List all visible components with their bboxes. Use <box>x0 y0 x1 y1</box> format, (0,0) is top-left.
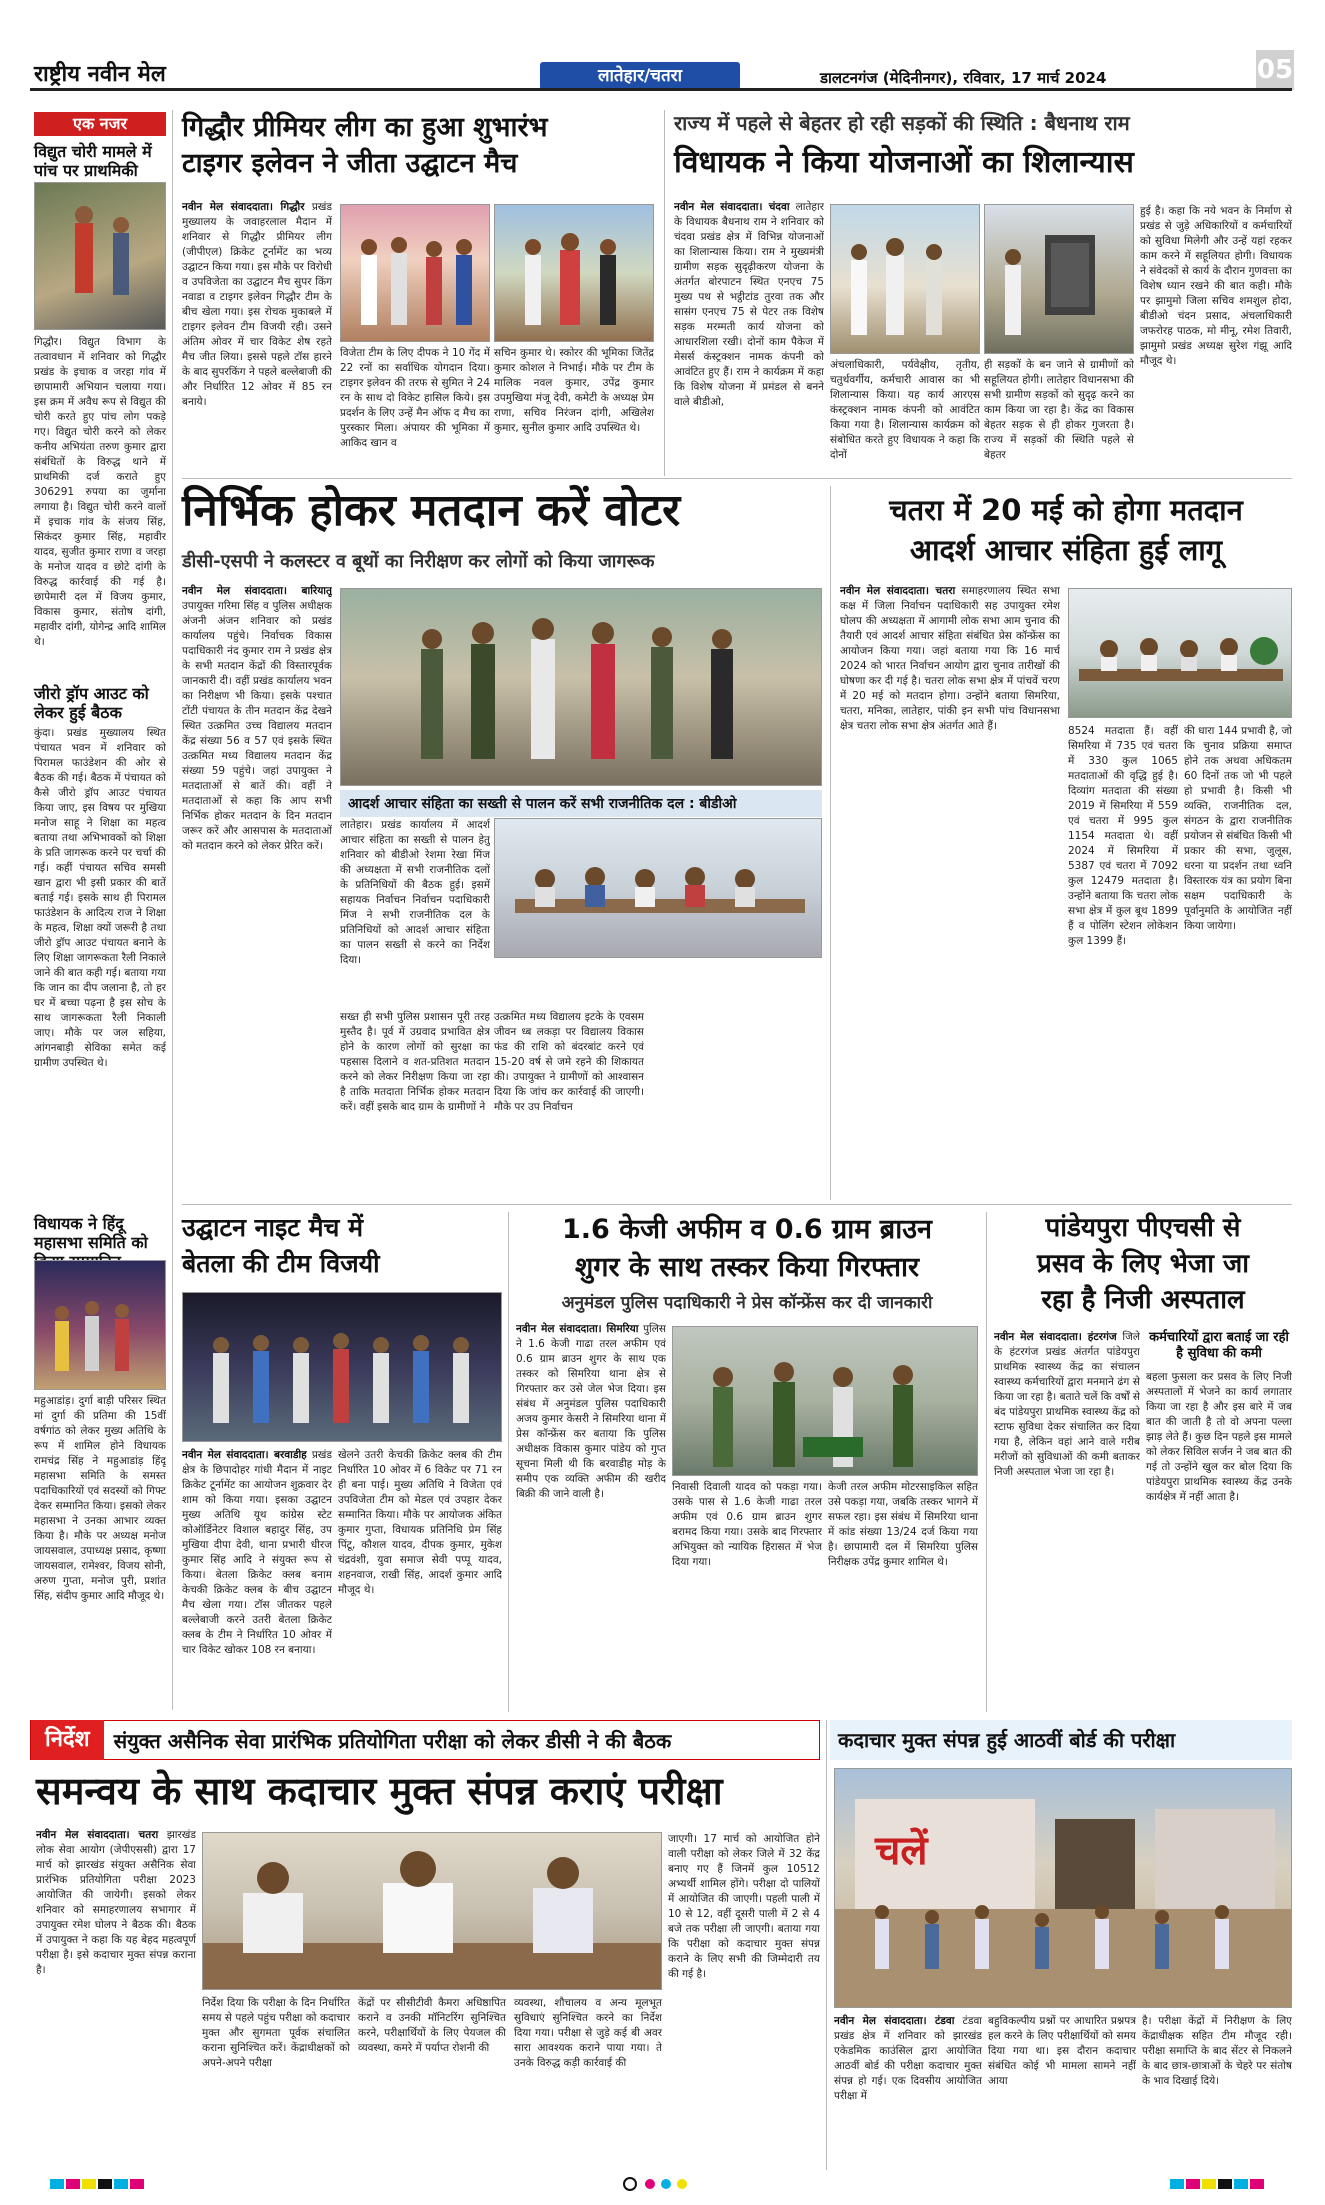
cricket-byline: नवीन मेल संवाददाता। गिद्धौर <box>182 201 305 213</box>
exam-text-1 <box>36 1828 196 2168</box>
directive-banner <box>30 1720 820 1760</box>
board-exam-board-text: चलें <box>875 1828 928 1874</box>
opium-text-1 <box>516 1322 666 1710</box>
section-label: लातेहार/चतरा <box>540 62 740 90</box>
roads-photo-1 <box>830 204 980 354</box>
chatra-body-1: समाहरणालय स्थित सभा कक्ष में जिला निर्वाचन पदाधिकारी सह उपायुक्त रमेश घोलप की अध्यक्षता में आगामी लोक सभा आम चुनाव की तैयारी एवं आदर्श आचार संहिता संबंधित प्रेस कॉन्फ्रेंस का आयोजन किया गया। जहां बताया गया कि 16 मार्च 2024 को भारत निर्वाचन आयोग द्वारा चुनाव तारीखों की घोषणा कर दी गई है। चतरा लोक सभा क्षेत्र में पांचवें चरण में 20 मई को मतदान होगा। उन्होंने बताया सिमरिया, चतरा, मनिका, लातेहार, पांकी इन सभी पांच विधानसभा क्षेत्र चतरा लोक सभा क्षेत्र अंतर्गत आते हैं। <box>840 585 1060 732</box>
voter-photo-caption: आदर्श आचार संहिता का सख्ती से पालन करें सभी राजनीतिक दल : बीडीओ <box>340 790 822 817</box>
exam-text-3: केंद्रों पर सीसीटीवी कैमरा अधिष्ठापित कराने व उनकी मॉनिटरिंग सुनिश्चित करने, परीक्षार्थियों के लिए पेयजल की व्यवस्था, कमरे में पर्याप्त रोशनी की <box>358 1997 506 2054</box>
voter-subhead: डीसी-एसपी ने कलस्टर व बूथों का निरीक्षण कर लोगों को किया जागरूक <box>182 551 655 572</box>
sidebar-headline-1: विद्युत चोरी मामले में पांच पर प्राथमिकी <box>34 142 152 180</box>
voter-text-2: लातेहार। प्रखंड कार्यालय में आदर्श आचार संहिता का सख्ती से पालन हेतु शनिवार को बीडीओ रेशमा रेखा मिंज की अध्यक्षता में सभी राजनीतिक दलों के प्रतिनिधियों की बैठक हुई। इसमें सहायक निर्वाचन निर्वाचन पदाधिकारी मिंज ने सभी राजनीतिक दल के प्रतिनिधियों को आदर्श आचार संहिता का पालन सख्ती से करने का निर्देश दिया। <box>340 819 490 966</box>
opium-body-1: पुलिस ने 1.6 केजी गाढा तरल अफीम एवं 0.6 ग्राम ब्राउन शुगर के साथ एक तस्कर को सिमरिया थाना क्षेत्र से गिरफ्तार कर उसे जेल भेज दिया। इस संबंध में अनुमंडल पुलिस पदाधिकारी अजय कुमार केसरी ने सिमरिया थाना में प्रेस कॉन्फ्रेंस कर बताया कि पुलिस अधीक्षक विकास कुमार पांडेय को गुप्त सूचना मिली थी कि बरवाडीह मोड़ के समीप एक व्यक्ति अफीम की खरीद बिक्री की जाने वाली है। <box>516 1323 666 1500</box>
print-registration-strip <box>30 2176 1292 2192</box>
cricket-text-2: विजेता टीम के लिए दीपक ने 10 गेंद में 22 रनों का सर्वाधिक योगदान दिया। टाइगर इलेवन की तरफ से सुमित ने 24 रन के साथ दो विकेट हासिल किये। इस प्रदर्शन के लिए उन्हें मैन ऑफ द मैच का पुरस्कार मिला। अंपायर की भूमिका में आकिद खान व <box>340 347 490 449</box>
chatra-text-1 <box>840 584 1060 1194</box>
board-exam-photo <box>834 1768 1292 2008</box>
roads-photo-2 <box>984 204 1134 354</box>
cricket-photo-1 <box>340 204 490 342</box>
phc-body-1: जिले के हंटरगंज प्रखंड अंतर्गत पांडेयपुरा प्राथमिक स्वास्थ्य केंद्र का संचालन स्वास्थ्य कर्मचारियों द्वारा मनमाने ढंग से किया जा रहा है। बताते चलें कि वर्षों से बंद पांडेयपुरा प्राथमिक स्वास्थ्य केंद्र को स्टाफ सुविधा देकर संचालित कर दिया गया है, लेकिन वहां आने वाले गरीब मरीजों को सुविधाओं की कमी बताकर निजी अस्पताल भेजा जा रहा है। <box>994 1331 1140 1478</box>
board-text-3: है। परीक्षा केंद्रों में निरीक्षण के लिए केंद्राधीक्षक सहित टीम मौजूद रही। परीक्षा समाप्ति के बाद सेंटर से निकलने के बाद छात्र-छात्राओं के चेहरे पर संतोष के भाव दिखाई दिये। <box>1142 2015 1292 2087</box>
cricket2-text-1 <box>182 1448 332 1710</box>
cricket2-body-1: प्रखंड क्षेत्र के छिपादोहर गांधी मैदान में नाइट क्रिकेट टूर्नामेंट का आयोजन शुक्रवार देर शाम को किया गया। इसका उद्घाटन मुख्य अतिथि यूथ कांग्रेस स्टेट कोऑर्डिनेटर विशाल बहादुर सिंह, उप मुखिया दीपा देवी, थाना प्रभारी धीरज कुमार सिंह आदि ने संयुक्त रूप से किया। बेतला क्रिकेट क्लब बनाम केचकी क्रिकेट क्लब के बीच उद्घाटन मैच खेला गया। टॉस जीतकर पहले बल्लेबाजी करने उतरी बेतला क्रिकेट क्लब के टीम ने निर्धारित 10 ओवर में चार विकेट खोकर 108 रन बनाया। <box>182 1449 332 1656</box>
voter-text-1 <box>182 584 332 1194</box>
exam-byline: नवीन मेल संवाददाता। चतरा <box>36 1829 159 1841</box>
sidebar-photo-1 <box>34 182 166 330</box>
opium-byline: नवीन मेल संवाददाता। सिमरिया <box>516 1323 639 1335</box>
cricket2-headline-1: उद्घाटन नाइट मैच में <box>182 1213 364 1242</box>
voter-text-4: उत्क्रमित मध्य विद्यालय इटके के एवसम जीवन ध्ब लकड़ा पर विद्यालय विकास फंड की राशि को बंदरबांट करने एवं 15-20 वर्ष से जमे रहने की शिकायत की। उपायुक्त ने ग्रामीणों को आश्वासन दिया कि जांच कर कार्रवाई की जाएगी। मौके पर उप निर्वाचन <box>494 1011 644 1113</box>
masthead-rule <box>30 88 1292 91</box>
cricket-photo-2 <box>494 204 654 342</box>
cricket-headline-1: गिद्धौर प्रीमियर लीग का हुआ शुभारंभ <box>182 112 548 143</box>
voter-text-2b <box>494 962 822 1006</box>
sidebar-tag: एक नजर <box>34 112 166 136</box>
opium-text-3: निवासी दिवाली यादव को पकड़ा गया। उसके पास से 1.6 केजी गाढा तरल अफीम एवं 0.6 ग्राम ब्राउन शुगर बरामद किया गया। उसके बाद गिरफ्तार अभियुक्त को न्यायिक हिरासत में भेज दिया गया। <box>672 1481 822 1568</box>
roads-text-2: अंचलाधिकारी, पर्यवेक्षीय, तृतीय, चतुर्थवर्गीय, कर्मचारी आवास का भी शिलान्यास किया। यह कार्य आरएस कंस्ट्रक्शन नामक कंपनी को आवंटित किया गया है। शिलान्यास कार्यक्रम को संबोधित करते हुए विधायक ने कहा कि दोनों <box>830 359 980 461</box>
dateline: डालटनगंज (मेदिनीनगर), रविवार, 17 मार्च 2024 <box>820 69 1107 87</box>
page-number: 05 <box>1256 50 1294 90</box>
voter-headline: निर्भिक होकर मतदान करें वोटर <box>182 485 681 536</box>
board-text-2: बहुविकल्पीय प्रश्नों पर आधारित प्रश्नपत्र हल करने के लिए परीक्षार्थियों को समय दिया गया था। इस दौरान कदाचार संबंधित कोई भी मामला सामने नहीं आया <box>988 2015 1136 2087</box>
cricket2-divider <box>508 1212 509 1712</box>
roads-headline: विधायक ने किया योजनाओं का शिलान्यास <box>674 145 1134 180</box>
exam-text-5: जाएगी। 17 मार्च को आयोजित होने वाली परीक्षा को लेकर जिले में 32 केंद्र बनाए गए हैं जिनमें कुल 10512 अभ्यर्थी शामिल होंगे। परीक्षा दो पालियों में आयोजित की जाएगी। पहली पाली में 10 से 12, वहीं दूसरी पाली में 2 से 4 बजे तक परीक्षा ली जाएगी। बताया गया कि परीक्षा को कदाचार मुक्त संपन्न कराने के लिए सभी की जिम्मेदारी तय की गई है। <box>668 1833 820 1980</box>
exam-text-4: व्यवस्था, शौचालय व अन्य मूलभूत सुविधाएं सुनिश्चित करने का निर्देश दिया गया। परीक्षा से जुड़े कई बी अवर सारा आवश्यक कराने पाया गया। ते उनके विरुद्ध कड़ी कार्रवाई की <box>514 1997 662 2069</box>
cricket2-text-2: खेलने उतरी केचकी क्रिकेट क्लब की टीम निर्धारित 10 ओवर में 6 विकेट पर 71 रन ही बना पाई। मुख्य अतिथि ने विजेता एवं उपविजेता टीम को मेडल एवं उपहार देकर सम्मानित किया। मौके पर आयोजक अंकित कुमार गुप्ता, विधायक प्रतिनिधि प्रेम सिंह पिंटू, कौशल यादव, दीपक कुमार, मुकेश चंद्रवंशी, युवा समाज सेवी पप्पू यादव, शहनवाज, राखी सिंह, आदर्श कुमार आदि मौजूद थे। <box>338 1449 502 1596</box>
top-row-divider <box>182 478 1292 479</box>
voter-photo-main <box>340 588 822 786</box>
cricket-text-3: सचिन कुमार थे। स्कोरर की भूमिका जितेंद्र कुमार कोशल ने निभाई। मौके पर टीम के मालिक नवल कुमार, उपेंद्र कुमार उपमुखिया मंजू देवी, कमेटी के अध्यक्ष प्रेम राणा, सचिव निरंजन दांगी, अखिलेश कुमार, सुनील कुमार आदि उपस्थित थे। <box>494 347 654 434</box>
chatra-byline: नवीन मेल संवाददाता। चतरा <box>840 585 956 597</box>
board-exam-banner: कदाचार मुक्त संपन्न हुई आठवीं बोर्ड की परीक्षा <box>830 1720 1292 1760</box>
phc-text-2: बहला फुसला कर प्रसव के लिए निजी अस्पतालों में भेजने का कार्य लगातार किया जा रहा है और इस बारे में जब बात की जाती है तो वो अपना पल्ला झाड़ लेते हैं। कुछ दिन पहले इस मामले को लेकर सिविल सर्जन ने जब बात की गई तो उन्होंने खुल कर बोल दिया कि पांडेयपुरा प्राथमिक स्वास्थ्य केंद्र उनके कार्यक्षेत्र में नहीं आता है। <box>1146 1371 1292 1503</box>
phc-headline-3: रहा है निजी अस्पताल <box>1041 1285 1245 1315</box>
sidebar-headline-3: विधायक ने हिंदू महासभा समिति को <box>34 1214 148 1252</box>
cricket2-byline: नवीन मेल संवाददाता। बरवाडीह <box>182 1449 307 1461</box>
opium-subhead: अनुमंडल पुलिस पदाधिकारी ने प्रेस कॉन्फ्रेंस कर दी जानकारी <box>561 1293 933 1313</box>
voter-divider <box>830 486 831 1200</box>
exam-headline: समन्वय के साथ कदाचार मुक्त संपन्न कराएं परीक्षा <box>36 1769 723 1813</box>
voter-text-3: सख्त ही सभी पुलिस प्रशासन पूरी तरह मुस्तैद है। पूर्व में उग्रवाद प्रभावित क्षेत्र होने के कारण लोगों को सुरक्षा का पहसास दिलाने व शत-प्रतिशत मतदान करने को लेकर निरीक्षण किया जा रहा है ताकि मतदाता निर्भिक होकर मतदान करें। वहीं इसके बाद ग्राम के ग्रामीणों ने <box>340 1011 490 1113</box>
chatra-headline-1: चतरा में 20 मई को होगा मतदान <box>889 493 1243 527</box>
cricket-divider <box>664 110 665 476</box>
sidebar-headline-2: जीरो ड्रॉप आउट को लेकर हुई बैठक <box>34 684 149 722</box>
roads-text-3: ही सड़कों के बन जाने से ग्रामीणों को सहूलियत होगी। लातेहार विधानसभा की सभी ग्रामीण सड़कों को सुदृढ़ करने का काम किया जा रहा है। केंद्र का विकास बेहतर सड़क से ही होकर गुजरता है। राज्य में सड़कों की स्थिति पहले से बेहतर <box>984 359 1134 461</box>
sidebar-text-3: महुआडांड़। दुर्गा बाड़ी परिसर स्थित मां दुर्गा की प्रतिमा की 15वीं वर्षगांठ को लेकर मुख्य अतिथि के रूप में शामिल होने विधायक रामचंद्र सिंह ने महुआडांड़ हिंदू महासभा समिति के समस्त पदाधिकारियों एवं सदस्यों को गिफ्ट देकर सम्मानित किया। इसको लेकर महासभा ने उनका आभार व्यक्त किया है। मौके पर अध्यक्ष मनोज जायसवाल, उपाध्यक्ष प्रसाद, कृष्णा जायसवाल, रामेश्वर, विजय सोनी, अरुण गुप्ता, मनोज पुरी, प्रशांत सिंह, संदीप कुमार आदि मौजूद थे। <box>34 1395 166 1602</box>
opium-headline-1: 1.6 केजी अफीम व 0.6 ग्राम ब्राउन <box>562 1214 932 1245</box>
sidebar-text-1: गिद्धौर। विद्युत विभाग के तत्वावधान में शनिवार को गिद्धौर प्रखंड के इचाक व जरहा गांव में छापामारी अभियान चलाया गया। इस क्रम में अवैध रूप से विद्युत की चोरी करते हुए पांच लोग पकड़े गए। विद्युत चोरी करने को लेकर कनीय अभियंता तरुण कुमार द्वारा संबंधितों के विरुद्ध थाने में प्राथमिकी दर्ज कराते हुए 306291 रुपया का जुर्माना लगाया है। विद्युत चोरी करने वालों में इचाक गांव के संजय सिंह, सिकंदर कुमार सिंह, महावीर यादव, सुजीत कुमार राणा व जरहा के मनोज यादव व छोटे दांगी के विरुद्ध कार्रवाई की गई है। छापेमारी दल में विजय कुमार, विकास कुमार, संतोष दांगी, महावीर दांगी, योगेन्द्र आदि शामिल थे। <box>34 336 166 648</box>
cricket2-headline-2: बेतला की टीम विजयी <box>182 1249 380 1278</box>
cricket-headline-2: टाइगर इलेवन ने जीता उद्घाटन मैच <box>182 148 518 179</box>
directive-banner-text: संयुक्त असैनिक सेवा प्रारंभिक प्रतियोगिता परीक्षा को लेकर डीसी ने की बैठक <box>113 1728 672 1753</box>
roads-kicker: राज्य में पहले से बेहतर हो रही सड़कों की स्थिति : बैधनाथ राम <box>674 111 1130 135</box>
opium-text-4: केजी तरल अफीम मोटरसाइकिल सहित उसे पकड़ा गया, जबकि तस्कर भागने में सफल रहा। इस संबंध में सिमरिया थाना में कांड संख्या 13/24 दर्ज किया गया है। छापामारी दल में सिमरिया पुलिस निरीक्षक उपेंद्र कुमार शामिल थे। <box>828 1481 978 1568</box>
masthead-logo: राष्ट्रीय नवीन मेल <box>34 61 166 87</box>
cricket-text-1 <box>182 200 332 470</box>
voter-byline: नवीन मेल संवाददाता। बारियातू <box>182 585 332 597</box>
phc-text-1 <box>994 1330 1140 1710</box>
phc-inset-head: कर्मचारियों द्वारा बताई जा रही है सुविधा की कमी <box>1149 1330 1289 1361</box>
exam-text-2: निर्देश दिया कि परीक्षा के दिन निर्धारित समय से पहले पहुंच परीक्षा को कदाचार मुक्त और सुगमता पूर्वक संचालित कराना सुनिश्चित करें। केंद्राधीक्षकों को अपने-अपने परीक्षा <box>202 1997 350 2069</box>
exam-divider <box>826 1720 827 2170</box>
voter-photo-meeting <box>494 818 822 958</box>
exam-photo <box>202 1832 662 1990</box>
roads-text-4: हुई है। कहा कि नये भवन के निर्माण से प्रखंड से जुड़े अधिकारियों व कर्मचारियों को सुविधा मिलेगी और उन्हें यहां रहकर काम करने में सहूलियत होगी। विधायक ने संवेदकों से कार्य के दौरान गुणवत्ता का विशेष ध्यान रखने की बात कही। मौके पर झामुमो जिला सचिव शमशुल होदा, बीडीओ चंदन प्रसाद, अंचलाधिकारी जफरोरह पाठक, मो मीनू, रमेश तिवारी, झामुमो प्रखंड अध्यक्ष सुरेश गंझू आदि मौजूद थे। <box>1140 205 1292 367</box>
sidebar-divider <box>172 110 173 1710</box>
cricket-body-1: प्रखंड मुख्यालय के जवाहरलाल मैदान में शनिवार से गिद्धौर प्रीमियर लीग (जीपीएल) क्रिकेट टूर्नामेंट का भव्य उद्घाटन किया गया। इस मौके पर विरोधी व उपविजेता का उद्घाटन मैच सुपर किंग नवाडा व टाइगर इलेवन गिद्धौर टीम के बीच खेला गया। इस रोचक मुकाबले में टाइगर इलेवन टीम विजयी रही। उसने अंतिम ओवर में चार विकेट शेष रहते मैच जीत लिया। इससे पहले टॉस हारने के बाद सुपरकिंग ने पहले बल्लेबाजी की और निर्धारित 12 ओवर में 85 रन बनाये। <box>182 201 332 408</box>
mid-row-divider <box>182 1204 1292 1205</box>
board-body-1: टंडवा प्रखंड क्षेत्र में शनिवार को झारखंड एकेडमिक काउंसिल द्वारा आयोजित आठवीं बोर्ड की परीक्षा कदाचार मुक्त संपन्न हो गई। एक दिवसीय आयोजित परीक्षा में <box>834 2015 982 2102</box>
chatra-headline-2: आदर्श आचार संहिता हुई लागू <box>909 533 1223 567</box>
chatra-text-3: की धारा 144 प्रभावी है, जो कि चुनाव प्रक्रिया समाप्त होने तक अथवा अधिकतम 60 दिनों तक जो भी पहले हो प्रभावी है। किसी भी व्यक्ति, राजनीतिक दल, संगठन के द्वारा राजनीतिक प्रयोजन से संबंधित किसी भी प्रकार की सभा, जुलूस, धरना या प्रदर्शन तथा ध्वनि विस्तारक यंत्र का प्रयोग बिना सक्षम पदाधिकारी के पूर्वानुमति के आयोजित नहीं किया जायेगा। <box>1184 725 1292 932</box>
directive-banner-tag: निर्देश <box>31 1720 104 1760</box>
board-byline: नवीन मेल संवाददाता। टंडवा <box>834 2015 955 2027</box>
phc-headline-1: पांडेयपुरा पीएचसी से <box>1045 1213 1241 1243</box>
phc-headline-2: प्रसव के लिए भेजा जा <box>1036 1249 1250 1279</box>
roads-text-1 <box>674 200 824 470</box>
opium-photo <box>672 1326 978 1476</box>
cricket2-photo <box>182 1292 502 1442</box>
roads-body-1: लातेहार के विधायक बैधनाथ राम ने शनिवार को चंदवा प्रखंड क्षेत्र में विभिन्न योजनाओं का शिलान्यास किया। राम ने मुख्यमंत्री ग्रामीण सड़क सुदृढ़ीकरण योजना के अंतर्गत बोरपाटन स्थित एनएच 75 मुख्य पथ से भट्ठीटांड तुरवा तक और सासंग एनएच 75 से पेटर तक विशेष सड़क मरम्मती कार्य योजना को आधारशिला रखी। दोनों काम पैकेज में मेसर्स कंस्ट्रक्शन नामक कंपनी को आवंटित हुए हैं। राम ने कार्यक्रम में कहा कि विशेष योजना में प्रमंडल से बनने वाले बीडीओ, <box>674 201 824 408</box>
opium-divider <box>986 1212 987 1712</box>
board-text-1 <box>834 2014 982 2168</box>
sidebar-text-2: कुंदा। प्रखंड मुख्यालय स्थित पंचायत भवन में शनिवार को पिरामल फाउंडेशन की ओर से बैठक की गई। बैठक में पंचायत को कैसे जीरो ड्रॉप आउट पंचायत किया जाए, इस विषय पर मुखिया मनोज साहू ने शिक्षा का महत्व बताया तथा अभिभावकों को शिक्षा के प्रति जागरूक करने पर चर्चा की गई। कहीं पंचायत सचिव समसी खान द्वारा भी इसी प्रकार की बातें बताई गई। इसके साथ ही पिरामल फाउंडेशन के आदित्य राज ने शिक्षा के महत्व, शिक्षा क्यों जरूरी है तथा जीरो ड्रॉप आउट पंचायत बनाने के लिए शिक्षा जागरूकता रैली निकाले जाने की बात कही गई। बताया गया कि जान का दीप जलाना है, तो हर घर में बच्चा पढ़ना है इस सोच के साथ जागरूकता रैली निकाली जाए। मौके पर जल सहिया, आंगनबाड़ी सेविका समेत कई ग्रामीण उपस्थित थे। <box>34 727 166 1069</box>
opium-headline-2: शुगर के साथ तस्कर किया गिरफ्तार <box>574 1252 920 1283</box>
phc-byline: नवीन मेल संवाददाता। हंटरगंज <box>994 1331 1117 1343</box>
voter-body-1: उपायुक्त गरिमा सिंह व पुलिस अधीक्षक अंजनी अंजन शनिवार को प्रखंड कार्यालय पहुंचे। निर्वाचक विकास पदाधिकारी नंद कुमार राम ने प्रखंड क्षेत्र के सभी मतदान केंद्रों की विस्तारपूर्वक जानकारी दी। वहीं प्रखंड कार्यालय भवन का निरीक्षण भी किया। इसके पश्चात टोंटी पंचायत के तीन मतदान केंद्र देखने स्थित उत्क्रमित उच्च विद्यालय मतदान केंद्र संख्या 56 व 57 एवं इसके स्थित उत्क्रमित मध्य विद्यालय मतदान केंद्र संख्या 59 पहुंचे। जहां उपायुक्त ने मतदाताओं से बातें की। वहीं ने मतदाताओं से कहा कि आप सभी निर्भिक होकर मतदान के दिन मतदान जरूर करें और आसपास के मतदाताओं को मतदान करने को लेकर प्रेरित करें। <box>182 600 332 852</box>
chatra-text-2: 8524 मतदाता हैं। वहीं सिमरिया में 735 एवं चतरा में 330 कुल 1065 मतदाताओं की वृद्धि हुई है। दिव्यांग मतदाता की संख्या 2019 में सिमरिया में 559 एवं चतरा में 995 कुल 1154 मतदाता थे। वहीं 2024 में सिमरिया में 5387 एवं चतरा में 7092 कुल 12479 मतदाता है। उन्होंने बताया कि चतरा लोक सभा क्षेत्र में कुल बूथ 1899 हैं व पोलिंग स्टेशन लोकेशन कुल 1399 हैं। <box>1068 725 1178 947</box>
roads-byline: नवीन मेल संवाददाता। चंदवा <box>674 201 790 213</box>
sidebar-photo-3 <box>34 1260 166 1390</box>
exam-body-1: झारखंड लोक सेवा आयोग (जेपीएससी) द्वारा 17 मार्च को झारखंड संयुक्त असैनिक सेवा प्रारंभिक प्रतियोगिता परीक्षा 2023 आयोजित की जायेगी। इसको लेकर शनिवार को समाहरणालय सभागार में उपायुक्त रमेश घोलप ने बैठक की। बैठक में उपायुक्त ने कहा कि यह बेहद महत्वपूर्ण परीक्षा है। इसे कदाचार मुक्त संपन्न कराना है। <box>36 1829 196 1976</box>
chatra-photo <box>1068 588 1292 718</box>
